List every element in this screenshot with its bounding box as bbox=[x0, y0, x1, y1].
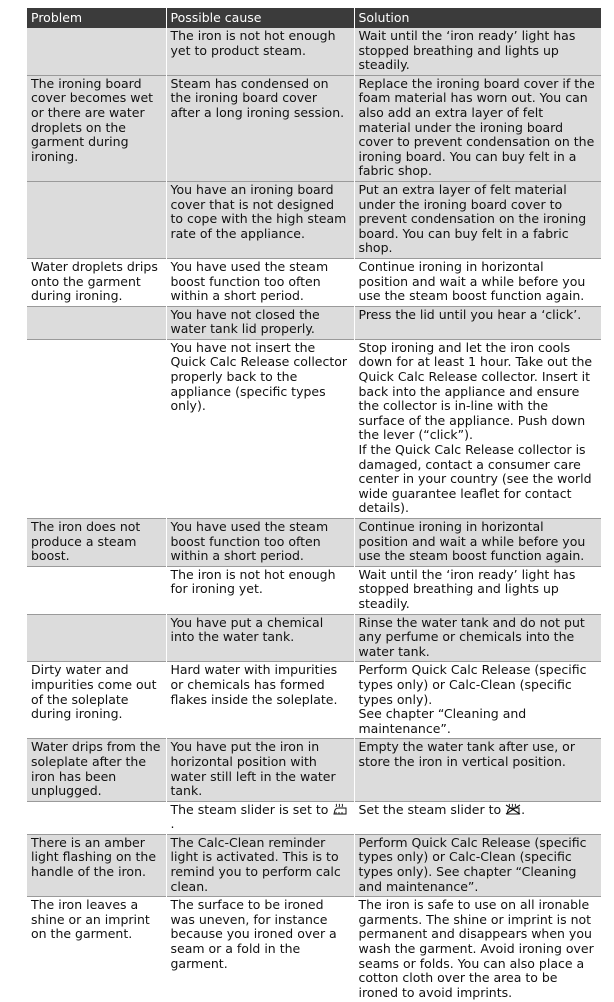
cause-cell bbox=[166, 801, 354, 834]
solution-cell: Wait until the ‘iron ready’ light has stopped breathing and lights up steadily. bbox=[354, 566, 601, 614]
solution-cell: Wait until the ‘iron ready’ light has stopped breathing and lights up steadily. bbox=[354, 28, 601, 75]
solution-cell: Replace the ironing board cover if the foam material has worn out. You can also add an extra layer of felt material under the ironing board cover to prevent condensation on the ironing board. You can buy felt in a fabric shop. bbox=[354, 75, 601, 181]
problem-cell: The ironing board cover becomes wet or there are water droplets on the garment during ironing. bbox=[27, 75, 166, 181]
problem-cell: There is an amber light flashing on the handle of the iron. bbox=[27, 834, 166, 896]
table-row bbox=[27, 519, 601, 567]
solution-paragraph: Perform Quick Calc Release (specific types only) or Calc-Clean (specific types only). bbox=[358, 662, 587, 707]
cause-cell: The iron is not hot enough yet to product steam. bbox=[166, 28, 354, 75]
table-row bbox=[27, 306, 601, 339]
problem-cell: Dirty water and impurities come out of the soleplate during ironing. bbox=[27, 662, 166, 739]
cause-text: The steam slider is set to bbox=[170, 801, 329, 817]
solution-text: Set the steam slider to bbox=[358, 801, 502, 817]
cause-cell: The Calc-Clean reminder light is activated. This is to remind you to perform calc clean. bbox=[166, 834, 354, 896]
header-problem: Problem bbox=[27, 8, 166, 28]
problem-cell bbox=[27, 28, 166, 75]
table-row bbox=[27, 739, 601, 801]
cause-cell: Hard water with impurities or chemicals has formed flakes inside the soleplate. bbox=[166, 662, 354, 739]
cause-cell: You have put the iron in horizontal position with water still left in the water tank. bbox=[166, 739, 354, 801]
cause-cell: The iron is not hot enough for ironing yet. bbox=[166, 566, 354, 614]
table-row bbox=[27, 801, 601, 834]
solution-cell: Empty the water tank after use, or store the iron in vertical position. bbox=[354, 739, 601, 801]
cause-cell: You have not insert the Quick Calc Release collector properly back to the appliance (specific types only). bbox=[166, 339, 354, 518]
table-row bbox=[27, 834, 601, 896]
table-header-row bbox=[27, 8, 601, 28]
troubleshooting-table bbox=[27, 8, 601, 1002]
steam-off-icon bbox=[505, 804, 521, 815]
problem-cell: The iron leaves a shine or an imprint on the garment. bbox=[27, 897, 166, 1002]
cause-cell: You have used the steam boost function too often within a short period. bbox=[166, 519, 354, 567]
solution-cell bbox=[354, 662, 601, 739]
solution-cell: Continue ironing in horizontal position and wait a while before you use the steam boost function again. bbox=[354, 258, 601, 306]
cause-cell: You have put a chemical into the water tank. bbox=[166, 614, 354, 662]
cause-cell: You have not closed the water tank lid properly. bbox=[166, 306, 354, 339]
solution-period: . bbox=[521, 801, 526, 817]
problem-cell bbox=[27, 566, 166, 614]
table-row bbox=[27, 662, 601, 739]
solution-paragraph: See chapter “Cleaning and maintenance”. bbox=[358, 706, 527, 736]
problem-cell: Water droplets drips onto the garment during ironing. bbox=[27, 258, 166, 306]
cause-cell: The surface to be ironed was uneven, for instance because you ironed over a seam or a fold in the garment. bbox=[166, 897, 354, 1002]
cause-cell: Steam has condensed on the ironing board cover after a long ironing session. bbox=[166, 75, 354, 181]
problem-cell bbox=[27, 181, 166, 258]
header-solution: Solution bbox=[354, 8, 601, 28]
problem-cell bbox=[27, 306, 166, 339]
cause-cell: You have used the steam boost function too often within a short period. bbox=[166, 258, 354, 306]
solution-paragraph: If the Quick Calc Release collector is damaged, contact a consumer care center in your country (see the world wide guarantee leaflet for contact details). bbox=[358, 442, 592, 516]
problem-cell bbox=[27, 614, 166, 662]
solution-cell bbox=[354, 801, 601, 834]
table-row bbox=[27, 181, 601, 258]
table-row bbox=[27, 339, 601, 518]
problem-cell: Water drips from the soleplate after the iron has been unplugged. bbox=[27, 739, 166, 801]
header-cause: Possible cause bbox=[166, 8, 354, 28]
problem-cell bbox=[27, 801, 166, 834]
solution-paragraph: Stop ironing and let the iron cools down for at least 1 hour. Take out the Quick Calc Release collector. Insert it back into the appliance and ensure the collector is in-line with the surface of the appliance. Push down the lever (“click”). bbox=[358, 339, 593, 443]
table-row bbox=[27, 258, 601, 306]
table-row bbox=[27, 28, 601, 75]
solution-cell: Rinse the water tank and do not put any perfume or chemicals into the water tank. bbox=[354, 614, 601, 662]
solution-cell: The iron is safe to use on all ironable garments. The shine or imprint is not permanent and disappears when you wash the garment. Avoid ironing over seams or folds. You can also place a cotton cloth over the area to be ironed to avoid imprints. bbox=[354, 897, 601, 1002]
table-row bbox=[27, 566, 601, 614]
solution-cell: Put an extra layer of felt material under the ironing board cover to prevent condensation on the ironing board. You can buy felt in a fabric shop. bbox=[354, 181, 601, 258]
table-row bbox=[27, 614, 601, 662]
cause-cell: You have an ironing board cover that is not designed to cope with the high steam rate of the appliance. bbox=[166, 181, 354, 258]
solution-cell bbox=[354, 339, 601, 518]
problem-cell: The iron does not produce a steam boost. bbox=[27, 519, 166, 567]
steam-on-icon bbox=[332, 804, 348, 815]
solution-cell: Perform Quick Calc Release (specific types only) or Calc-Clean (specific types only). See chapter “Cleaning and maintenance”. bbox=[354, 834, 601, 896]
problem-cell bbox=[27, 339, 166, 518]
solution-cell: Continue ironing in horizontal position and wait a while before you use the steam boost function again. bbox=[354, 519, 601, 567]
table-row bbox=[27, 75, 601, 181]
solution-cell: Press the lid until you hear a ‘click’. bbox=[354, 306, 601, 339]
table-row bbox=[27, 897, 601, 1002]
cause-period: . bbox=[170, 816, 175, 832]
